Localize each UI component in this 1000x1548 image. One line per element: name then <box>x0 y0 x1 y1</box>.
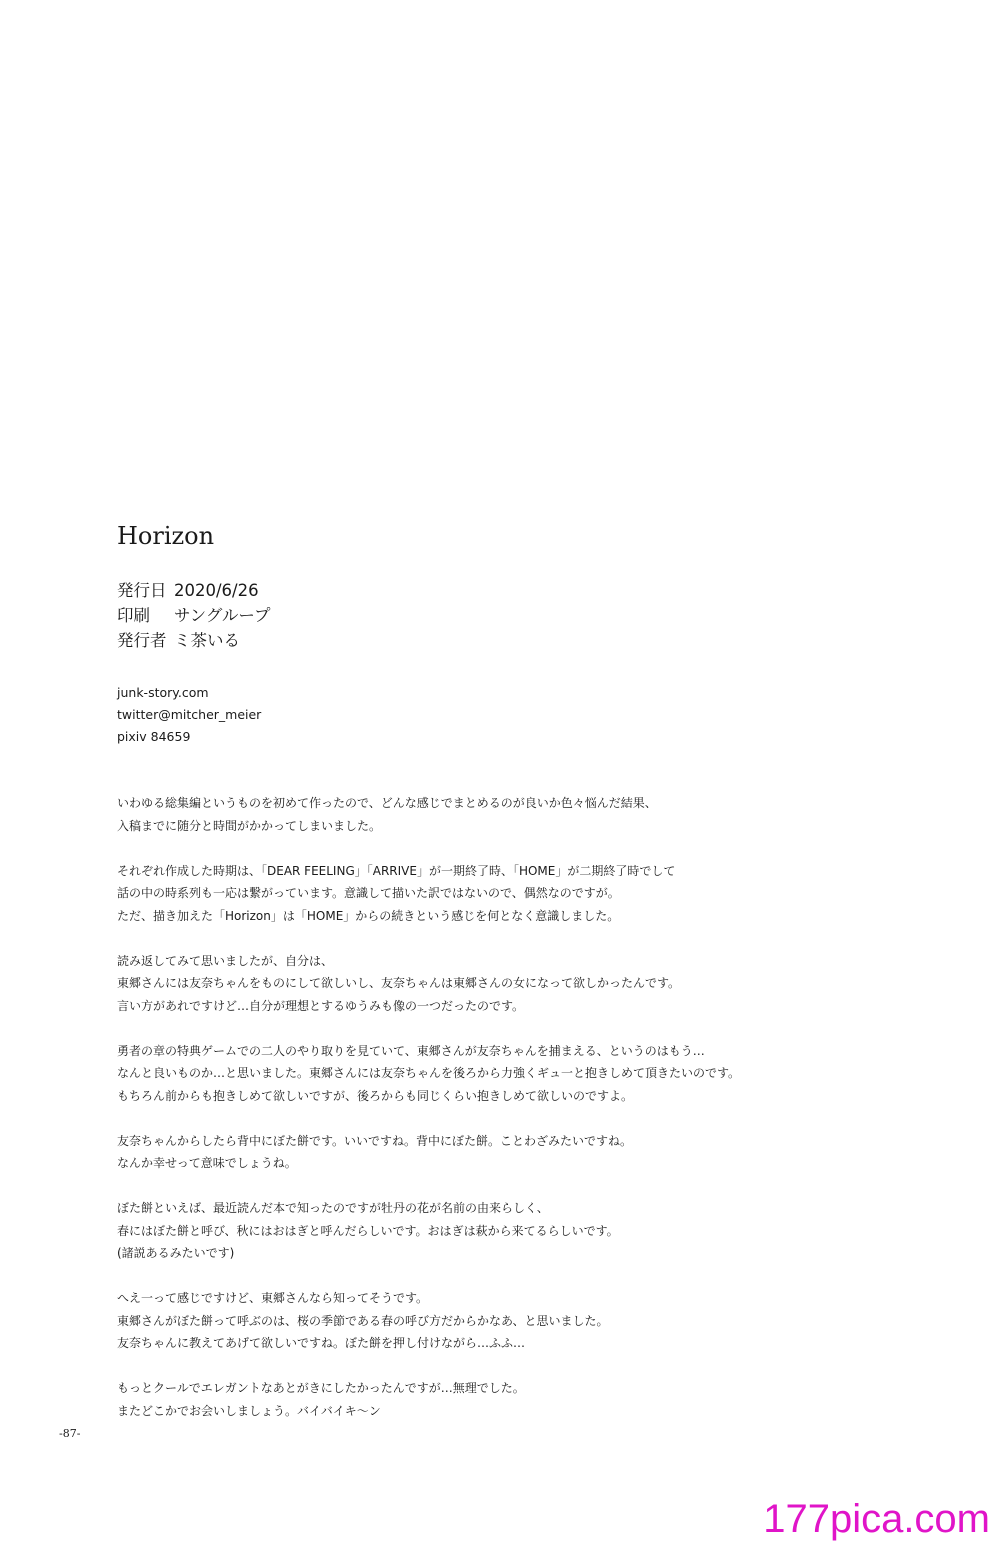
text-line: 読み返してみて思いましたが、自分は、 <box>117 953 334 968</box>
text-line: なんか幸せって意味でしょうね。 <box>117 1156 297 1170</box>
text-line: いわゆる総集編というものを初めて作ったので、どんな感じでまとめるのが良いか色々悩んだ結果、 <box>117 796 657 810</box>
afterword-paragraph <box>117 1040 757 1108</box>
twitter-handle: twitter@mitcher_meier <box>117 707 262 722</box>
colophon-value: サングループ <box>174 606 271 625</box>
colophon-row-publish-date <box>117 578 271 603</box>
text-line: 東郷さんには友奈ちゃんをものにして欲しいし、友奈ちゃんは東郷さんの女になって欲しかったんです。 <box>117 976 681 990</box>
text-line: (諸説あるみたいです) <box>117 1246 235 1260</box>
afterword-paragraph <box>117 1130 757 1175</box>
afterword-paragraph <box>117 950 757 1018</box>
text-line: 言い方があれですけど…自分が理想とするゆうみも像の一つだったのです。 <box>117 998 525 1013</box>
page-number: -87- <box>59 1427 81 1440</box>
text-line: へえ一って感じですけど、東郷さんなら知ってそうです。 <box>117 1291 429 1305</box>
colophon-label: 印刷 <box>117 606 150 625</box>
afterword-paragraph <box>117 1287 757 1355</box>
text-line: 友奈ちゃんからしたら背中にぼた餅です。いいですね。背中にぼた餅。ことわざみたいですね。 <box>117 1133 633 1148</box>
text-line: ぼた餅といえば、最近読んだ本で知ったのですが牡丹の花が名前の由来らしく、 <box>117 1201 549 1215</box>
text-line: なんと良いものか…と思いました。東郷さんには友奈ちゃんを後ろから力強くギュ一と抱きしめて頂きたいのです。 <box>117 1066 741 1080</box>
book-title: Horizon <box>117 522 215 550</box>
pixiv-id: pixiv 84659 <box>117 729 191 744</box>
text-line: それぞれ作成した時期は、「DEAR FEELING」「ARRIVE」が一期終了時、「HOME」が二期終了時でして <box>117 863 676 878</box>
afterword-paragraph <box>117 792 757 837</box>
website-link: junk-story.com <box>117 685 209 700</box>
colophon-label: 発行日 <box>117 581 167 600</box>
text-line: またどこかでお会いしましょう。バイバイキ〜ン <box>117 1403 381 1418</box>
colophon-value: 2020/6/26 <box>174 581 259 600</box>
text-line: 勇者の章の特典ゲームでの二人のやり取りを見ていて、東郷さんが友奈ちゃんを捕まえる、というのはもう… <box>117 1043 705 1058</box>
afterword-paragraph <box>117 1377 757 1422</box>
text-line: ただ、描き加えた「Horizon」は「HOME」からの続きという感じを何となく意識しました。 <box>117 908 620 923</box>
text-line: 話の中の時系列も一応は繋がっています。意識して描いた訳ではないので、偶然なのですが。 <box>117 886 620 900</box>
colophon <box>117 578 271 653</box>
text-line: もっとクールでエレガントなあとがきにしたかったんですが…無理でした。 <box>117 1381 525 1395</box>
colophon-label: 発行者 <box>117 631 167 650</box>
text-line: 春にはぼた餅と呼び、秋にはおはぎと呼んだらしいです。おはぎは萩から来てるらしいです。 <box>117 1223 619 1238</box>
text-line: 東郷さんがぼた餅って呼ぶのは、桜の季節である春の呼び方だからかなあ、と思いました。 <box>117 1313 609 1328</box>
colophon-row-publisher <box>117 628 271 653</box>
text-line: もちろん前からも抱きしめて欲しいですが、後ろからも同じくらい抱きしめて欲しいのですよ。 <box>117 1088 634 1103</box>
site-watermark: 177pica.com <box>763 1497 990 1541</box>
text-line: 友奈ちゃんに教えてあげて欲しいですね。ぼた餅を押し付けながら…ふふ… <box>117 1336 526 1350</box>
colophon-value: ミ茶いる <box>174 631 240 650</box>
colophon-row-printer <box>117 603 271 628</box>
afterword-paragraph <box>117 1197 757 1265</box>
afterword-paragraph <box>117 860 757 928</box>
afterword <box>117 792 757 1445</box>
author-links <box>117 682 261 748</box>
text-line: 入稿までに随分と時間がかかってしまいました。 <box>117 818 382 833</box>
